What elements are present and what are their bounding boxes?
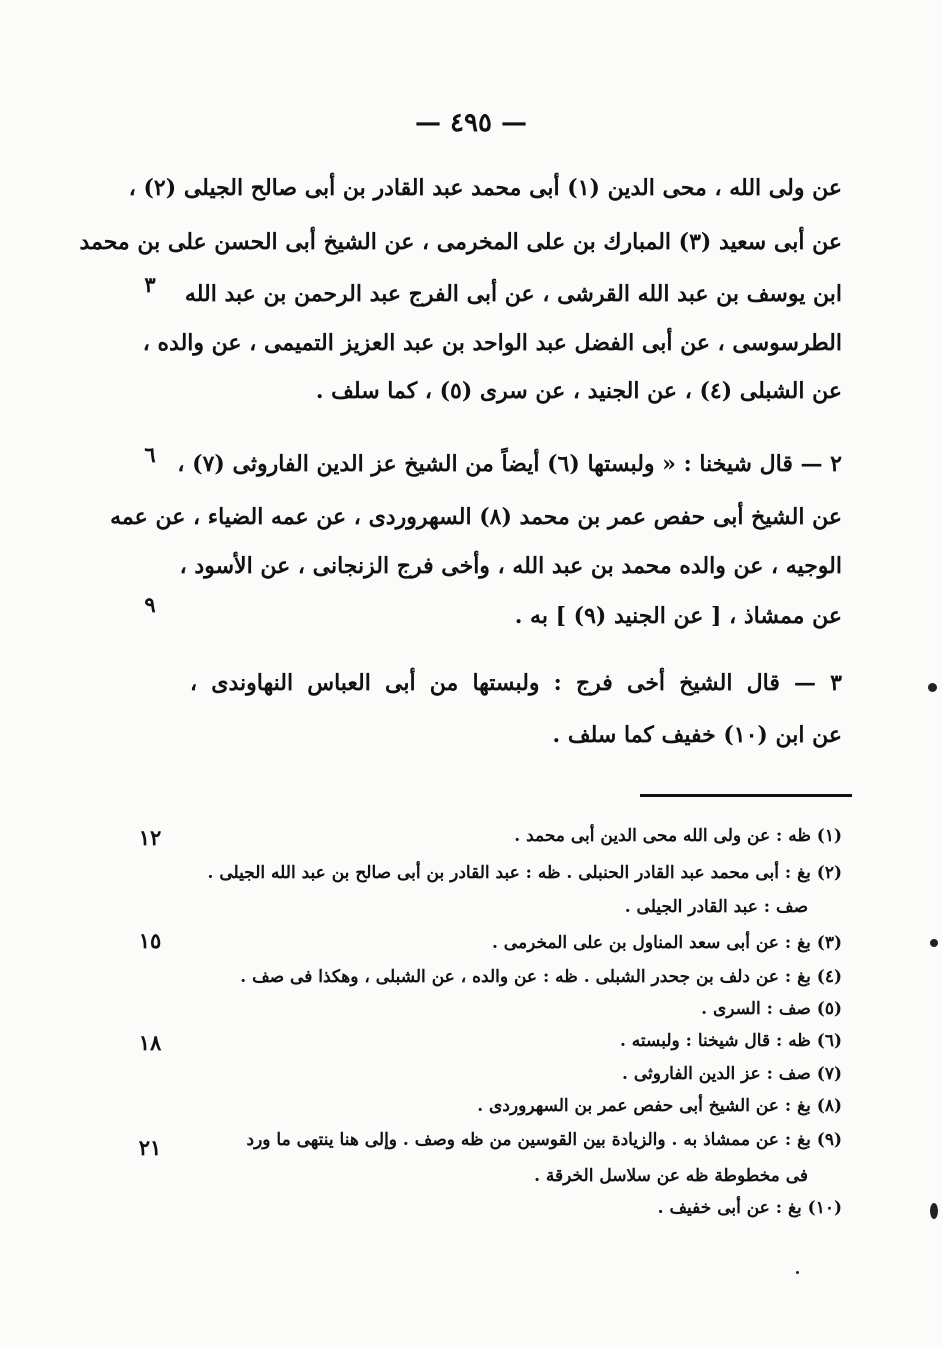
page-number: — ٤٩٥ — [414,108,528,138]
footnote: (٤) بغ : عن دلف بن جحدر الشبلى . ظه : عن والده ، عن الشبلى ، وهكذا فى صف . [240,967,842,987]
footnote: (٥) صف : السرى . [701,999,842,1019]
footnote-divider [640,794,852,797]
text-line: ٢ — قال شيخنا : « ولبستها (٦) أيضاً من الشيخ عز الدين الفاروثى (٧) ، [177,451,842,477]
footnote: (١) ظه : عن ولى الله محى الدين أبى محمد . [514,826,842,846]
footnote: (٧) صف : عز الدين الفاروثى . [622,1064,842,1084]
text-line: عن ولى الله ، محى الدين (١) أبى محمد عبد القادر بن أبى صالح الجيلى (٢) ، [128,175,842,201]
text-line: الوجيه ، عن والده محمد بن عبد الله ، وأخى فرج الزنجانى ، عن الأسود ، [179,553,842,579]
scan-speck [796,1271,799,1274]
text-line: عن ممشاذ ، [ عن الجنيد (٩) ] به . [514,603,842,629]
footnote: (٢) بغ : أبى محمد عبد القادر الحنبلى . ظه : عبد القادر بن أبى صالح بن عبد الله الجيلى . [207,863,842,883]
footnote: (١٠) بغ : عن أبى خفيف . [657,1198,842,1218]
text-line: عن أبى سعيد (٣) المبارك بن على المخرمى ، عن الشيخ أبى الحسن على بن محمد [79,229,842,255]
text-line: عن ابن (١٠) خفيف كما سلف . [552,722,842,748]
text-line: ٣ — قال الشيخ أخى فرج : ولبستها من أبى العباس النهاوندى ، [190,670,842,696]
line-number: ٦ [144,442,156,467]
footnote-continuation: صف : عبد القادر الجيلى . [624,897,808,917]
line-number: ١٢ [138,825,162,850]
footnote-continuation: فى مخطوطة ظه عن سلاسل الخرقة . [534,1166,808,1186]
scan-speck [928,683,937,692]
scan-speck [930,1203,938,1219]
text-line: عن الشيخ أبى حفص عمر بن محمد (٨) السهروردى ، عن عمه الضياء ، عن عمه [110,504,842,530]
text-line: الطرسوسى ، عن أبى الفضل عبد الواحد بن عبد العزيز التميمى ، عن والده ، [142,330,842,356]
scan-speck [930,939,938,947]
line-number: ٢١ [138,1135,162,1160]
footnote: (٩) بغ : عن ممشاذ به . والزيادة بين القوسين من ظه وصف . وإلى هنا ينتهى ما ورد [246,1130,842,1150]
text-line: عن الشبلى (٤) ، عن الجنيد ، عن سرى (٥) ، كما سلف . [315,378,842,404]
line-number: ٩ [144,592,156,617]
line-number: ١٨ [138,1030,162,1055]
footnote: (٦) ظه : قال شيخنا : ولبسته . [619,1031,842,1051]
text-line: ابن يوسف بن عبد الله القرشى ، عن أبى الفرج عبد الرحمن بن عبد الله [184,281,842,307]
line-number: ٣ [144,272,156,297]
footnote: (٣) بغ : عن أبى سعد المناول بن على المخرمى . [491,933,842,953]
footnote: (٨) بغ : عن الشيخ أبى حفص عمر بن السهروردى . [477,1096,842,1116]
line-number: ١٥ [138,928,162,953]
